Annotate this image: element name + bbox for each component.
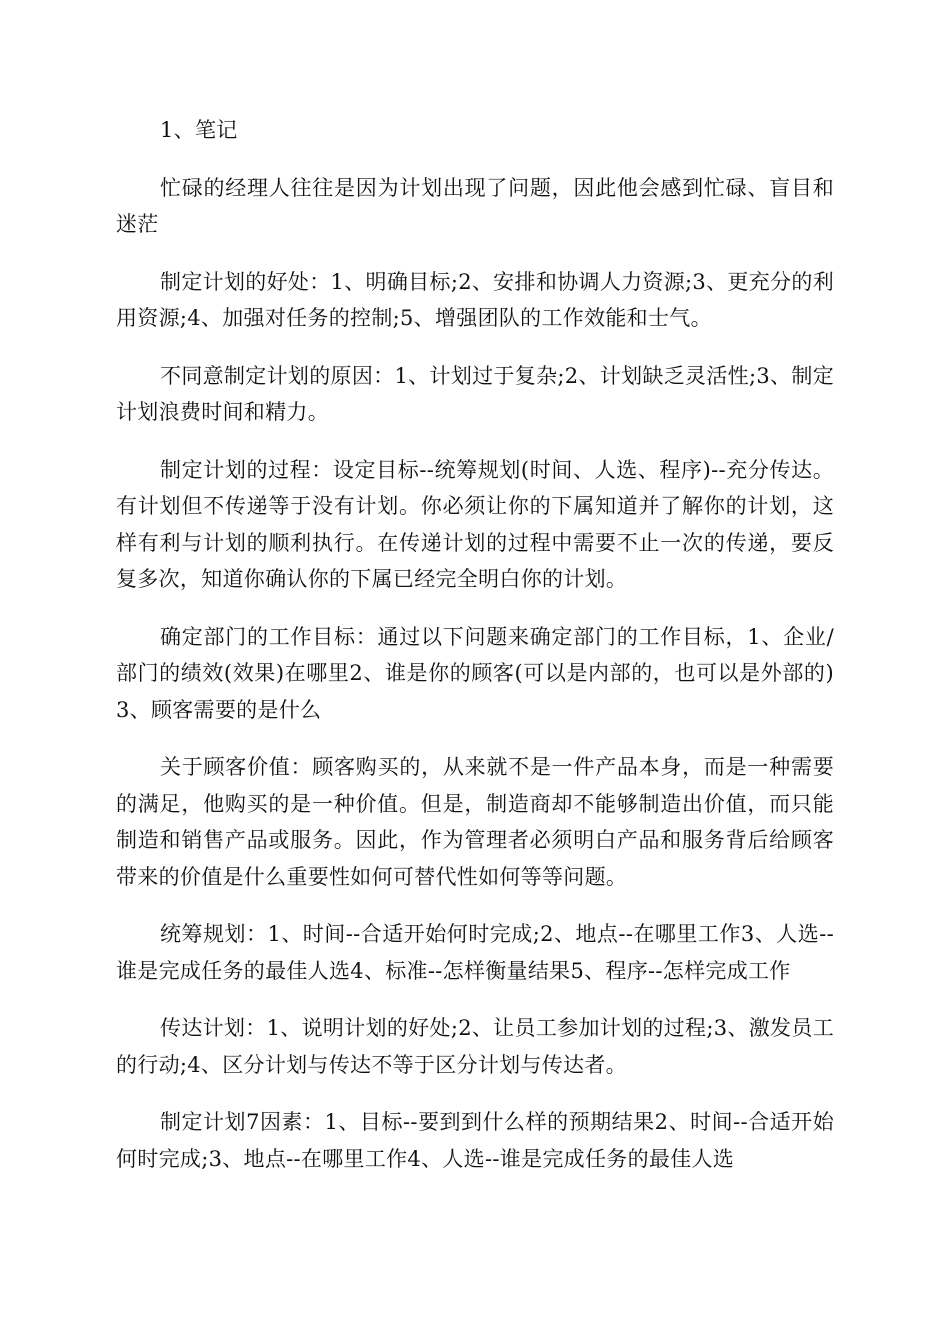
section-heading: 1、笔记 (160, 118, 238, 142)
paragraph-planning-process: 制定计划的过程：设定目标--统筹规划(时间、人选、程序)--充分传达。有计划但不传递等于没有计划。你必须让你的下属知道并了解你的计划，这样有利与计划的顺利执行。在传递计划的过程中需要不止一次的传递，要反复多次，知道你确认你的下属已经完全明白你的计划。 (116, 457, 834, 591)
document-body (116, 112, 834, 1198)
paragraph-busy-managers: 忙碌的经理人往往是因为计划出现了问题，因此他会感到忙碌、盲目和迷茫 (116, 175, 834, 236)
paragraph-department-goals: 确定部门的工作目标：通过以下问题来确定部门的工作目标，1、企业/部门的绩效(效果)在哪里2、谁是你的顾客(可以是内部的，也可以是外部的)3、顾客需要的是什么 (116, 624, 834, 722)
paragraph-customer-value: 关于顾客价值：顾客购买的，从来就不是一件产品本身，而是一种需要的满足，他购买的是一种价值。但是，制造商却不能够制造出价值，而只能制造和销售产品或服务。因此，作为管理者必须明白产品和服务背后给顾客带来的价值是什么重要性如何可替代性如何等等问题。 (116, 755, 834, 889)
paragraph-communicate-plan: 传达计划：1、说明计划的好处;2、让员工参加计划的过程;3、激发员工的行动;4、区分计划与传达不等于区分计划与传达者。 (116, 1016, 834, 1077)
paragraph-planning-objections: 不同意制定计划的原因：1、计划过于复杂;2、计划缺乏灵活性;3、制定计划浪费时间和精力。 (116, 363, 834, 424)
paragraph-planning-benefits: 制定计划的好处：1、明确目标;2、安排和协调人力资源;3、更充分的利用资源;4、加强对任务的控制;5、增强团队的工作效能和士气。 (116, 269, 834, 330)
paragraph-seven-factors: 制定计划7因素：1、目标--要到到什么样的预期结果2、时间--合适开始何时完成;3、地点--在哪里工作4、人选--谁是完成任务的最佳人选 (116, 1110, 834, 1171)
paragraph-overall-planning: 统筹规划：1、时间--合适开始何时完成;2、地点--在哪里工作3、人选--谁是完成任务的最佳人选4、标准--怎样衡量结果5、程序--怎样完成工作 (116, 922, 834, 983)
